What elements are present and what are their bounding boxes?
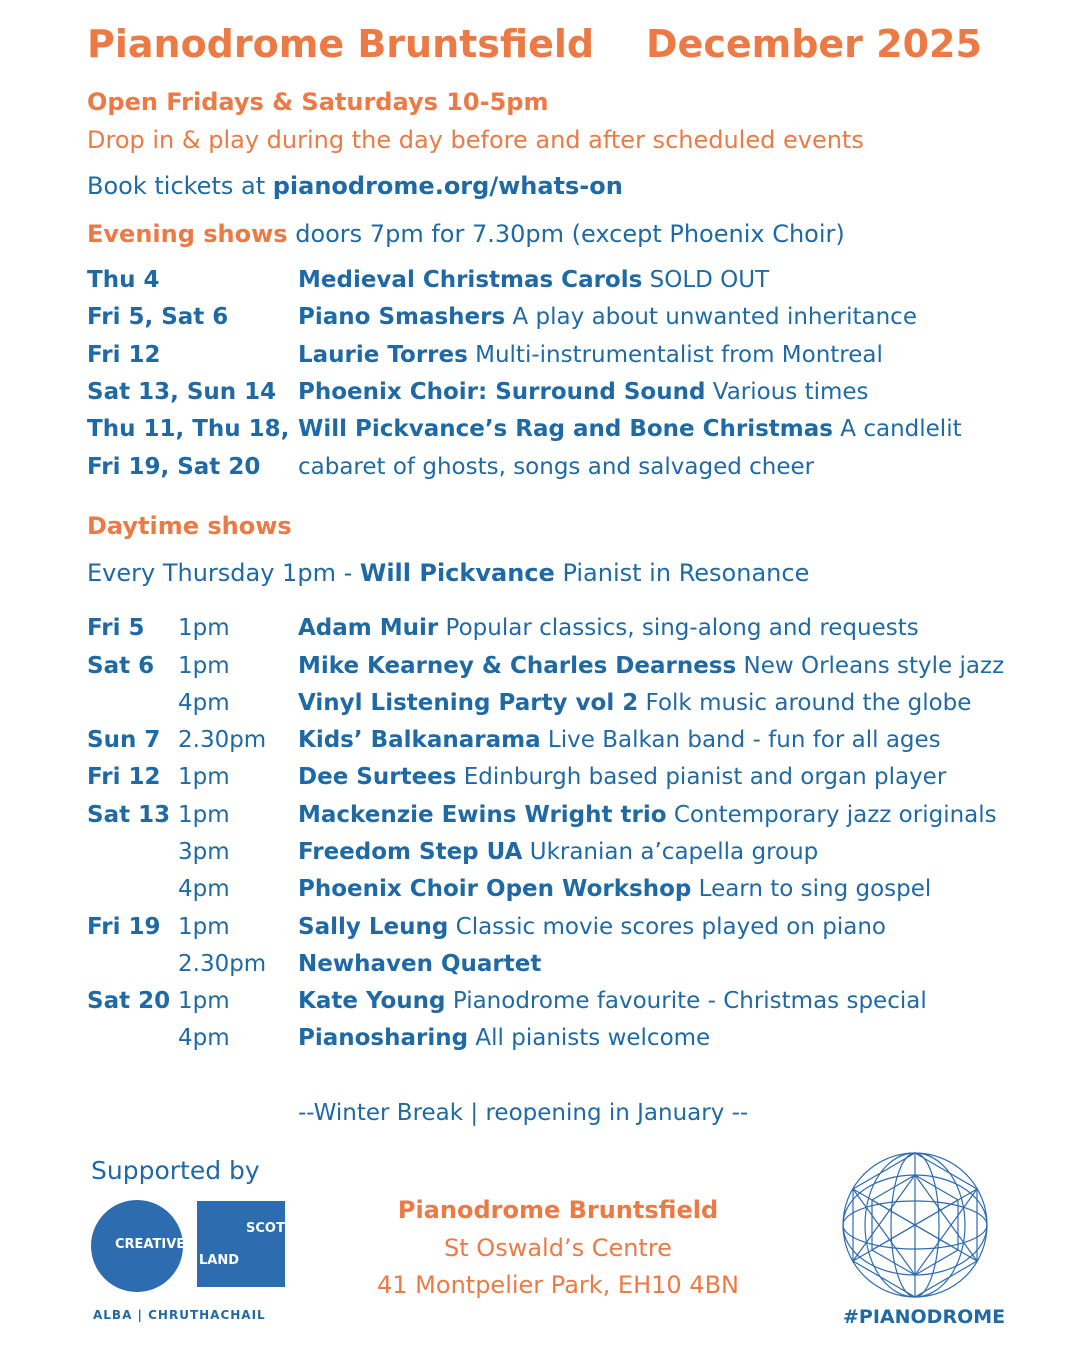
daytime-time: 4pm	[178, 690, 230, 716]
evening-title: Will Pickvance’s Rag and Bone Christmas	[298, 416, 833, 442]
daytime-day: Fri 19	[87, 914, 161, 940]
daytime-row	[0, 988, 1080, 1022]
daytime-desc: Edinburgh based pianist and organ player	[456, 764, 947, 790]
evening-desc: Multi-instrumentalist from Montreal	[467, 342, 883, 368]
evening-day: Thu 11, Thu 18,	[87, 416, 290, 442]
daytime-event	[298, 839, 818, 865]
evening-day: Fri 19, Sat 20	[87, 454, 261, 480]
logo-creative: CREATIVE	[115, 1237, 186, 1252]
evening-day: Fri 12	[87, 342, 161, 368]
evening-title: Phoenix Choir: Surround Sound	[298, 379, 706, 405]
address-line2: 41 Montpelier Park, EH10 4BN	[377, 1271, 739, 1299]
venue-title: Pianodrome Bruntsfield	[87, 22, 595, 66]
daytime-title: Phoenix Choir Open Workshop	[298, 876, 692, 902]
daytime-time: 2.30pm	[178, 951, 267, 977]
daytime-desc: Contemporary jazz originals	[666, 802, 997, 828]
daytime-desc: Classic movie scores played on piano	[448, 914, 886, 940]
daytime-event	[298, 914, 886, 940]
evening-day: Fri 5, Sat 6	[87, 304, 229, 330]
daytime-row	[0, 690, 1080, 724]
evening-desc: A candlelit	[832, 416, 962, 442]
daytime-title: Sally Leung	[298, 914, 449, 940]
evening-desc: A play about unwanted inheritance	[505, 304, 917, 330]
daytime-event	[298, 764, 946, 790]
book-line	[87, 172, 623, 200]
daytime-event	[298, 988, 927, 1014]
daytime-event	[298, 653, 1004, 679]
daytime-day: Sat 6	[87, 653, 155, 679]
daytime-row	[0, 727, 1080, 761]
evening-event	[298, 304, 917, 330]
daytime-event	[298, 615, 919, 641]
every-thursday	[87, 559, 809, 587]
month-title: December 2025	[646, 22, 982, 66]
every-prefix: Every Thursday 1pm -	[87, 559, 360, 587]
geodesic-dome-icon	[840, 1150, 990, 1300]
daytime-time: 1pm	[178, 615, 230, 641]
daytime-title: Newhaven Quartet	[298, 951, 542, 977]
evening-title: Piano Smashers	[298, 304, 506, 330]
daytime-row	[0, 653, 1080, 687]
daytime-row	[0, 914, 1080, 948]
evening-row	[0, 304, 1080, 338]
evening-day: Thu 4	[87, 267, 160, 293]
evening-event	[298, 454, 814, 480]
daytime-day: Sat 20	[87, 988, 171, 1014]
evening-event	[298, 267, 769, 293]
daytime-row	[0, 1025, 1080, 1059]
daytime-time: 1pm	[178, 653, 230, 679]
evening-event	[298, 342, 883, 368]
evening-header	[87, 220, 845, 248]
evening-desc: cabaret of ghosts, songs and salvaged cheer	[298, 454, 815, 480]
evening-label: Evening shows	[87, 220, 288, 248]
daytime-title: Vinyl Listening Party vol 2	[298, 690, 639, 716]
book-prefix: Book tickets at	[87, 172, 273, 200]
daytime-title: Kate Young	[298, 988, 446, 1014]
evening-row	[0, 342, 1080, 376]
daytime-day: Sat 13	[87, 802, 171, 828]
daytime-title: Kids’ Balkanarama	[298, 727, 541, 753]
daytime-desc: Learn to sing gospel	[691, 876, 932, 902]
daytime-desc: Live Balkan band - fun for all ages	[540, 727, 941, 753]
drop-in-note: Drop in & play during the day before and after scheduled events	[87, 126, 864, 154]
daytime-title: Pianosharing	[298, 1025, 469, 1051]
daytime-desc: Pianodrome favourite - Christmas special	[445, 988, 927, 1014]
daytime-row	[0, 876, 1080, 910]
evening-row	[0, 379, 1080, 413]
logo-alba: ALBA | CHRUTHACHAIL	[93, 1308, 266, 1322]
evening-desc: SOLD OUT	[642, 267, 770, 293]
every-desc: Pianist in Resonance	[554, 559, 810, 587]
daytime-title: Freedom Step UA	[298, 839, 523, 865]
address-line1: St Oswald’s Centre	[444, 1234, 672, 1262]
daytime-day: Fri 12	[87, 764, 161, 790]
daytime-label: Daytime shows	[87, 512, 292, 540]
daytime-event	[298, 690, 971, 716]
daytime-row	[0, 951, 1080, 985]
evening-title: Medieval Christmas Carols	[298, 267, 643, 293]
hashtag: #PIANODROME	[843, 1306, 1006, 1328]
daytime-day: Sun 7	[87, 727, 161, 753]
daytime-day: Fri 5	[87, 615, 145, 641]
evening-note: doors 7pm for 7.30pm (except Phoenix Choir)	[287, 220, 845, 248]
daytime-event	[298, 727, 941, 753]
evening-row	[0, 267, 1080, 301]
daytime-title: Mike Kearney & Charles Dearness	[298, 653, 737, 679]
book-link[interactable]: pianodrome.org/whats-on	[272, 172, 623, 200]
daytime-row	[0, 764, 1080, 798]
evening-row	[0, 454, 1080, 488]
daytime-event	[298, 951, 541, 977]
daytime-desc: Folk music around the globe	[638, 690, 972, 716]
daytime-time: 4pm	[178, 876, 230, 902]
daytime-event	[298, 1025, 710, 1051]
winter-break: --Winter Break | reopening in January --	[298, 1100, 749, 1126]
address-title: Pianodrome Bruntsfield	[397, 1196, 719, 1224]
logo-land: LAND	[199, 1253, 240, 1268]
supported-by: Supported by	[91, 1156, 260, 1185]
daytime-title: Dee Surtees	[298, 764, 457, 790]
daytime-time: 1pm	[178, 988, 230, 1014]
evening-title: Laurie Torres	[298, 342, 468, 368]
daytime-title: Adam Muir	[298, 615, 439, 641]
daytime-time: 4pm	[178, 1025, 230, 1051]
evening-row	[0, 416, 1080, 450]
evening-event	[298, 379, 869, 405]
daytime-row	[0, 802, 1080, 836]
daytime-time: 1pm	[178, 802, 230, 828]
daytime-desc: Popular classics, sing-along and requests	[438, 615, 919, 641]
daytime-time: 1pm	[178, 914, 230, 940]
daytime-desc: Ukranian a’capella group	[522, 839, 819, 865]
daytime-event	[298, 876, 931, 902]
evening-desc: Various times	[705, 379, 869, 405]
every-name: Will Pickvance	[359, 559, 555, 587]
daytime-event	[298, 802, 997, 828]
evening-event	[298, 416, 962, 442]
daytime-title: Mackenzie Ewins Wright trio	[298, 802, 667, 828]
logo-scot: SCOT	[246, 1221, 285, 1236]
opening-hours: Open Fridays & Saturdays 10-5pm	[87, 88, 549, 116]
daytime-desc: New Orleans style jazz	[736, 653, 1005, 679]
daytime-time: 3pm	[178, 839, 230, 865]
daytime-row	[0, 615, 1080, 649]
daytime-time: 1pm	[178, 764, 230, 790]
daytime-row	[0, 839, 1080, 873]
daytime-desc: All pianists welcome	[468, 1025, 711, 1051]
daytime-time: 2.30pm	[178, 727, 267, 753]
evening-day: Sat 13, Sun 14	[87, 379, 277, 405]
